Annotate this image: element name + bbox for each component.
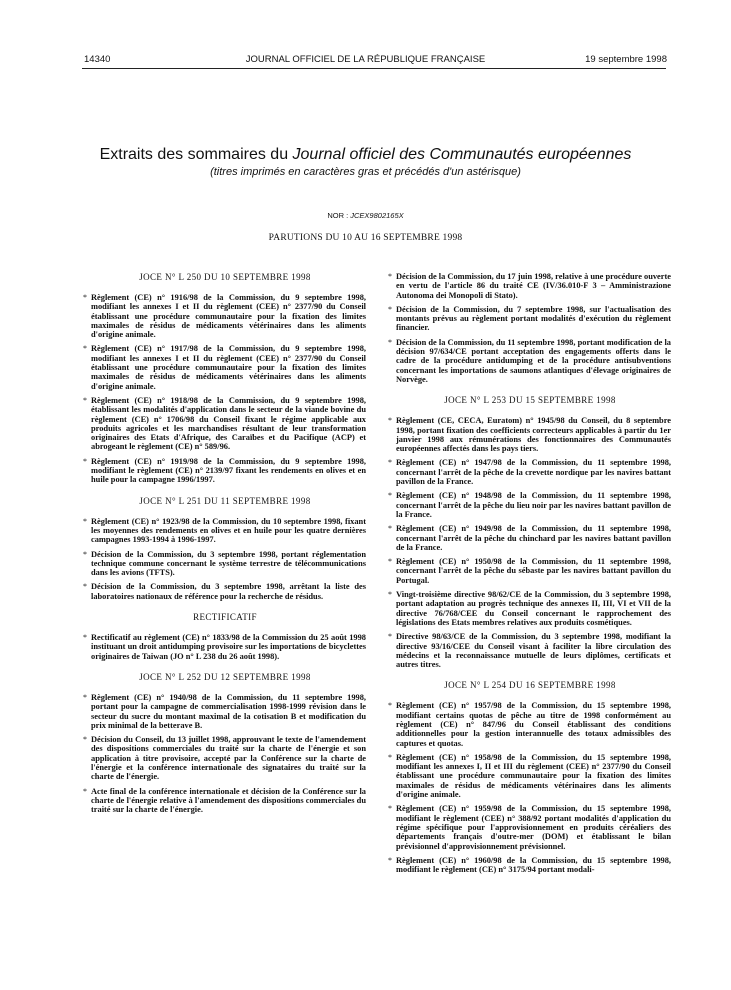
asterisk-marker: * — [83, 735, 87, 745]
section-gap — [389, 879, 671, 885]
entry-text: Décision de la Commission, du 11 septembre 1998, portant modification de la décision 97/634/CE portant acceptation des engagements offerts dans le cadre de la procédure antidumping et de la procédure antisubventions concernant les importations de saumons atlantiques d'élevage originaires de Norvège. — [396, 337, 671, 384]
asterisk-marker: * — [388, 272, 392, 281]
section-heading: JOCE N° L 250 DU 10 SEPTEMBRE 1998 — [139, 272, 311, 282]
asterisk-marker: * — [83, 456, 87, 466]
section-heading: JOCE N° L 253 DU 15 SEPTEMBRE 1998 — [444, 395, 616, 406]
section-gap — [84, 819, 366, 825]
summary-entry — [389, 338, 671, 384]
entry-text: Vingt-troisième directive 98/62/CE de la Commission, du 3 septembre 1998, portant adaptation au progrès technique des annexes II, III, VI et VII de la directive 76/768/CEE du Conseil concernant le rapprochement des législations des Etats membres relatives aux produits cosmétiques. — [396, 590, 671, 627]
nor-reference — [0, 211, 731, 220]
entry-text: Règlement (CE) n° 1916/98 de la Commission, du 9 septembre 1998, modifiant les annexes I et II du règlement (CEE) n° 2377/90 du Conseil établissant une procédure communautaire pour la fixation des limites maximales de résidus de médicaments vétérinaires dans les aliments d'origine animale. — [91, 293, 366, 340]
entry-text: Directive 98/63/CE de la Commission, du 3 septembre 1998, modifiant la directive 93/16/CEE du Conseil visant à faciliter la libre circulation des médecins et la reconnaissance mutuelle de leurs diplômes, certificats et autres titres. — [396, 632, 671, 670]
entry-text: Règlement (CE) n° 1960/98 de la Commission, du 15 septembre 1998, modifiant le règlement (CE) n° 3175/94 portant modali- — [396, 855, 671, 875]
summary-entry — [389, 632, 671, 669]
section — [84, 496, 366, 612]
entry-text: Acte final de la conférence internationale et décision de la Conférence sur la charte de l'énergie relative à l'amendement des dispositions commerciales du traité sur la charte de l'énergie. — [91, 786, 366, 815]
asterisk-marker: * — [83, 692, 87, 702]
nor-code: JCEX9802165X — [350, 211, 404, 220]
entry-text: Règlement (CE) n° 1923/98 de la Commission, du 10 septembre 1998, fixant les moyennes des rendements en olives et en huile pour les quatre dernières campagnes 1993-1994 à 1996-1997. — [91, 516, 366, 545]
summary-entry — [84, 693, 366, 730]
nor-label: NOR : — [327, 211, 351, 220]
summary-entry — [84, 457, 366, 485]
summary-entry — [389, 272, 671, 300]
section — [84, 272, 366, 496]
entry-text: Règlement (CE) n° 1949/98 de la Commission, du 11 septembre 1998, concernant l'arrêt de la pêche du chinchard par les navires battant pavillon de la France. — [396, 524, 671, 552]
summary-entry — [389, 305, 671, 333]
summary-entry — [389, 458, 671, 486]
entry-text: Décision de la Commission, du 3 septembre 1998, arrêtant la liste des laboratoires nationaux de référence pour la recherche de résidus. — [91, 582, 366, 601]
section — [389, 395, 671, 680]
section-heading: JOCE N° L 254 DU 16 SEPTEMBRE 1998 — [444, 680, 616, 691]
asterisk-marker: * — [388, 632, 392, 642]
entry-text: Règlement (CE) n° 1947/98 de la Commission, du 11 septembre 1998, concernant l'arrêt de la pêche de la crevette nordique par les navires battant pavillon de la France. — [396, 458, 671, 487]
summary-entry — [84, 344, 366, 390]
journal-header: JOURNAL OFFICIEL DE LA RÉPUBLIQUE FRANÇAISE — [245, 54, 486, 65]
entry-text: Règlement (CE) n° 1958/98 de la Commission, du 15 septembre 1998, modifiant les annexes I, II et III du règlement (CEE) n° 2377/90 du Conseil établissant une procédure communautaire pour la fixation des limites maximales de résidus de médicaments vétérinaires dans les aliments d'origine animale. — [396, 752, 671, 800]
header-date: 19 septembre 1998 — [585, 54, 667, 65]
parutions-heading: PARUTIONS DU 10 AU 16 SEPTEMBRE 1998 — [268, 233, 463, 243]
summary-entry — [389, 524, 671, 552]
summary-entry — [389, 753, 671, 799]
entry-text: Règlement (CE) n° 1917/98 de la Commission, du 9 septembre 1998, modifiant les annexes I et II du règlement (CEE) n° 2377/90 du Conseil établissant une procédure communautaire pour la fixation des limites maximales de résidus de médicaments vétérinaires dans les aliments d'origine animale. — [91, 344, 366, 391]
summary-entry — [84, 633, 366, 661]
asterisk-marker: * — [83, 395, 87, 405]
section — [389, 272, 671, 395]
asterisk-marker: * — [83, 633, 87, 643]
summary-entry — [84, 787, 366, 815]
section — [84, 612, 366, 672]
entry-text: Règlement (CE) n° 1957/98 de la Commission, du 15 septembre 1998, modifiant certains quotas de pêche au titre de 1998 conformément au règlement (CE) n° 847/96 du Conseil établissant des conditions additionnelles pour la gestion interannuelle des totaux admissibles des captures et quotas. — [396, 701, 671, 748]
page-subtitle: (titres imprimés en caractères gras et précédés d'un astérisque) — [210, 166, 521, 178]
asterisk-marker: * — [388, 416, 392, 426]
asterisk-marker: * — [388, 458, 392, 468]
entry-text: Décision du Conseil, du 13 juillet 1998, approuvant le texte de l'amendement des dispositions commerciales du traité sur la charte de l'énergie et son application à titre provisoire, accepté par la Conférence sur la charte de l'énergie et la conférence internationale des signataires du traité sur la charte de l'énergie. — [91, 735, 366, 782]
page-number: 14340 — [84, 54, 111, 65]
summary-entry — [84, 293, 366, 339]
entry-text: Règlement (CE) n° 1948/98 de la Commission, du 11 septembre 1998, concernant l'arrêt de la pêche du lieu noir par les navires battant pavillon de la France. — [396, 491, 671, 519]
asterisk-marker: * — [388, 855, 392, 865]
right-column — [389, 272, 671, 885]
title-prefix: Extraits des sommaires du — [99, 146, 293, 163]
asterisk-marker: * — [388, 491, 392, 501]
asterisk-marker: * — [83, 786, 87, 796]
entry-text: Règlement (CE) n° 1950/98 de la Commission, du 11 septembre 1998, concernant l'arrêt de la pêche du sébaste par les navires battant pavillon du Portugal. — [396, 557, 671, 585]
asterisk-marker: * — [388, 557, 392, 567]
asterisk-marker: * — [388, 304, 392, 314]
section-heading: JOCE N° L 251 DU 11 SEPTEMBRE 1998 — [139, 495, 311, 506]
asterisk-marker: * — [83, 344, 87, 354]
asterisk-marker: * — [388, 752, 392, 762]
asterisk-marker: * — [388, 804, 392, 814]
entry-text: Règlement (CE) n° 1959/98 de la Commission, du 15 septembre 1998, modifiant le règlement (CEE) n° 388/92 portant modalités d'application du régime spécifique pour l'approvisionnement en produits céréaliers des départements français d'outre-mer (DOM) et établissant le bilan prévisionnel d'approvisionnement prévisionnel. — [396, 804, 671, 851]
summary-entry — [389, 416, 671, 453]
asterisk-marker: * — [83, 516, 87, 526]
summary-entry — [389, 590, 671, 627]
entry-text: Règlement (CE, CECA, Euratom) n° 1945/98 du Conseil, du 8 septembre 1998, portant fixation des coefficients correcteurs applicables à partir du 1er janvier 1998 aux rémunérations des fonctionnaires des Communautés européennes affectés dans les pays tiers. — [396, 416, 671, 454]
page-title — [0, 146, 731, 164]
section-heading: JOCE N° L 252 DU 12 SEPTEMBRE 1998 — [139, 671, 311, 682]
section — [84, 672, 366, 826]
summary-entry — [389, 804, 671, 850]
summary-entry — [84, 517, 366, 545]
summary-entry — [84, 550, 366, 578]
asterisk-marker: * — [388, 524, 392, 534]
entry-text: Décision de la Commission, du 17 juin 1998, relative à une procédure ouverte en vertu de l'article 86 du traité CE (IV/36.010-F 3 – Amministrazione Autonoma dei Monopoli di Stato). — [396, 272, 671, 300]
title-journal: Journal officiel des Communautés européennes — [292, 146, 632, 163]
summary-entry — [84, 735, 366, 781]
header-rule — [82, 68, 666, 69]
summary-entry — [84, 396, 366, 452]
asterisk-marker: * — [83, 293, 87, 302]
section-heading: RECTIFICATIF — [193, 612, 257, 623]
summary-entry — [389, 856, 671, 875]
asterisk-marker: * — [388, 590, 392, 600]
summary-entry — [84, 582, 366, 601]
entry-text: Règlement (CE) n° 1919/98 de la Commission, du 9 septembre 1998, modifiant le règlement (CE) n° 2139/97 fixant les rendements en olives et en huile pour la campagne 1996/1997. — [91, 456, 366, 485]
summary-entry — [389, 557, 671, 585]
asterisk-marker: * — [388, 337, 392, 347]
asterisk-marker: * — [388, 701, 392, 711]
entry-text: Règlement (CE) n° 1940/98 de la Commission, du 11 septembre 1998, portant pour la campagne de commercialisation 1998-1999 révision dans le secteur du sucre du montant maximal de la cotisation B et modification du prix minimal de la betterave B. — [91, 692, 366, 730]
left-column — [84, 272, 366, 825]
entry-text: Décision de la Commission, du 7 septembre 1998, sur l'actualisation des montants prévus au règlement portant modalités d'exécution du règlement financier. — [396, 304, 671, 333]
entry-text: Règlement (CE) n° 1918/98 de la Commission, du 9 septembre 1998, établissant les modalités d'application dans le secteur de la viande bovine du règlement (CE) n° 1706/98 du Conseil fixant le régime applicable aux produits agricoles et les marchandises résultant de leur transformation originaires des Etats d'Afrique, des Caraïbes et du Pacifique (ACP) et abrogeant le règlement (CE) n° 589/96. — [91, 395, 366, 452]
asterisk-marker: * — [83, 549, 87, 559]
entry-text: Rectificatif au règlement (CE) n° 1833/98 de la Commission du 25 août 1998 instituant un droit antidumping provisoire sur les importations de bicyclettes originaires de Taiwan (JO n° L 238 du 26 août 1998). — [91, 633, 366, 661]
summary-entry — [389, 491, 671, 519]
entry-text: Décision de la Commission, du 3 septembre 1998, portant réglementation technique commune concernant le système terrestre de télécommunications dans les avions (TFTS). — [91, 549, 366, 578]
asterisk-marker: * — [83, 582, 87, 592]
section — [389, 680, 671, 885]
summary-entry — [389, 701, 671, 747]
